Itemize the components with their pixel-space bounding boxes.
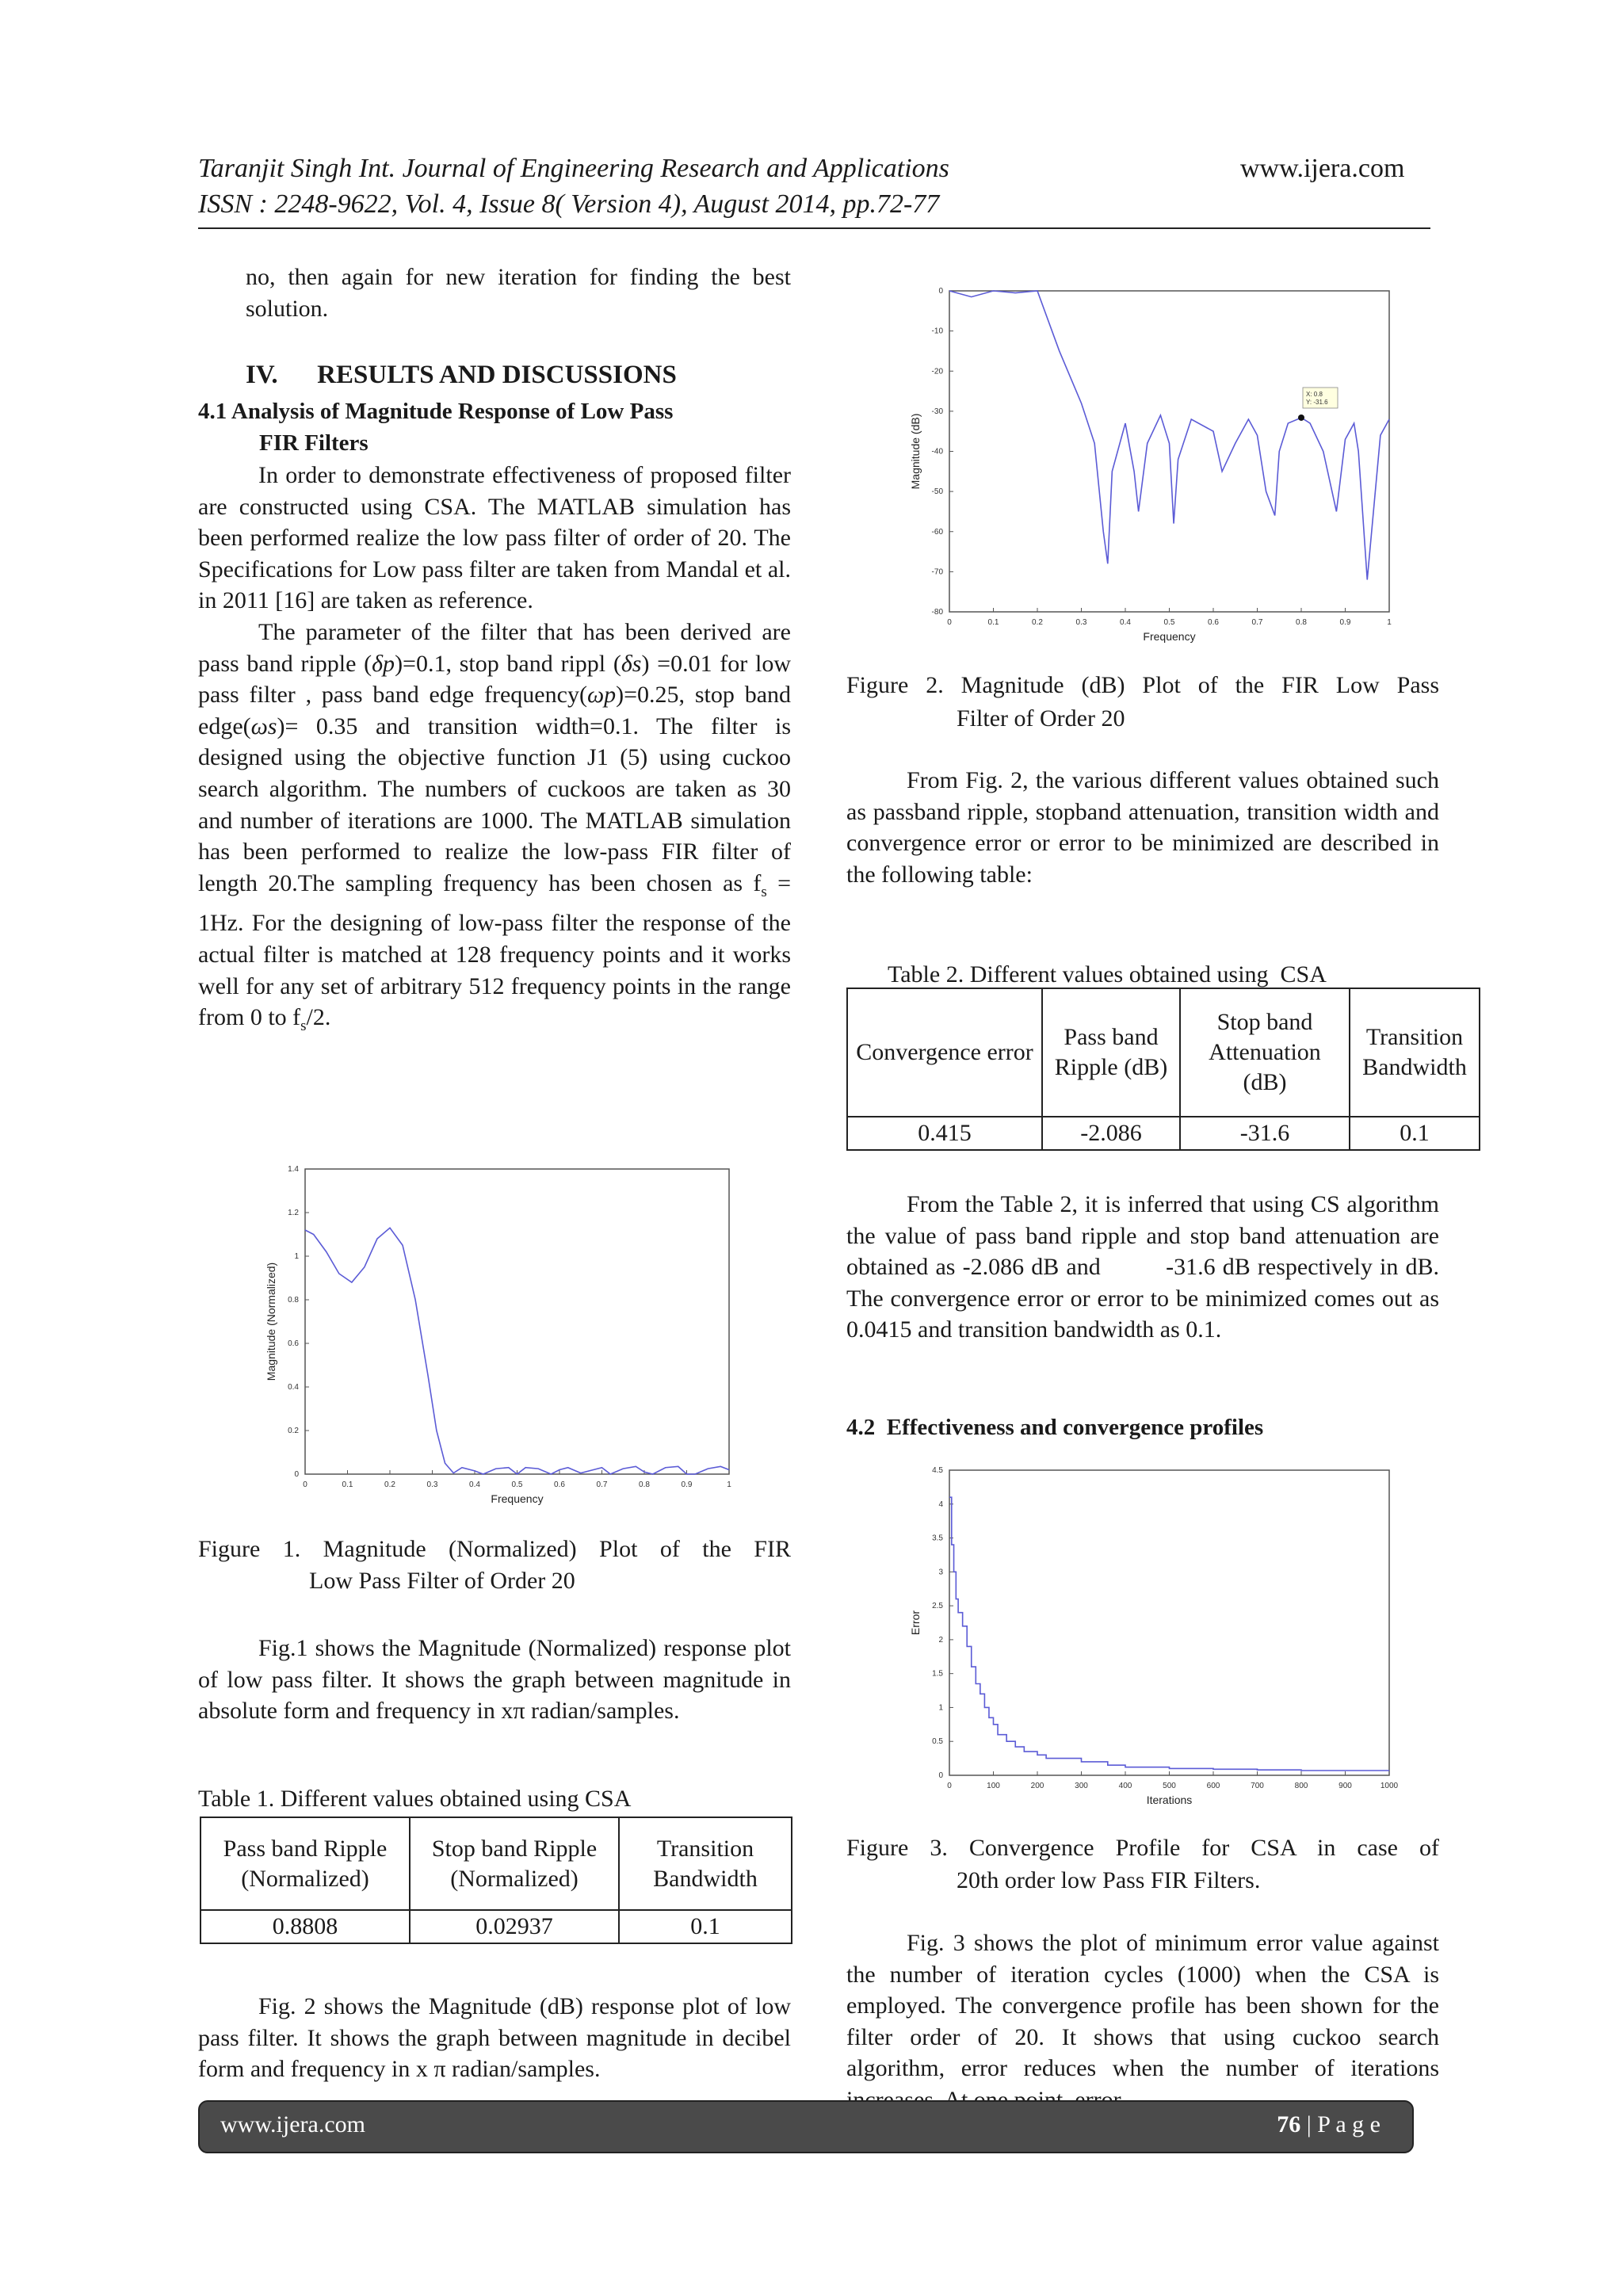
- x-tick-label: 500: [1163, 1782, 1176, 1790]
- x-tick-label: 1: [727, 1480, 731, 1489]
- y-tick-label: -70: [931, 567, 943, 577]
- table-2-value-cell: 0.415: [847, 1117, 1042, 1150]
- table-row: [847, 1117, 1480, 1150]
- para-filter-parameters: The parameter of the filter that has been derived are pass band ripple (δp)=0.1, stop band rippl (δs) =0.01 for low pass filter , pass band edge frequency(ωp)=0.25, stop band edge(ωs)= 0.35 and transition width=0.1. The filter is designed using the objective function J1 (5) using cuckoo search algorithm. The numbers of cuckoos are taken as 30 and number of iterations are 1000. The MATLAB simulation has been performed to realize the low-pass FIR filter of length 20.The sampling frequency has been chosen as $f_s = 1Hz$. For the designing of low-pass filter the response of the actual filter is matched at 128 frequency points and it works well for any set of arbitrary 512 frequency points in the range from 0 to $f_s/2$.: [198, 618, 792, 1035]
- subsection-4-1-cont: FIR Filters: [259, 430, 369, 456]
- plot-area: [949, 1470, 1389, 1775]
- x-tick-label: 0: [947, 618, 952, 627]
- table-1-caption: Table 1. Different values obtained using CSA: [198, 1786, 632, 1812]
- y-tick-label: 0: [294, 1470, 299, 1479]
- table-row: [200, 1910, 792, 1943]
- y-axis-label: Magnitude (dB): [909, 413, 922, 490]
- y-tick-label: 1: [938, 1703, 943, 1713]
- table-2-header-cell: Pass band Ripple (dB): [1042, 988, 1180, 1117]
- para-fig2-description: Fig. 2 shows the Magnitude (dB) response plot of low pass filter. It shows the graph between magnitude in decibel form and frequency in x π radian/samples.: [198, 1993, 791, 2083]
- x-tick-label: 0.6: [554, 1480, 565, 1489]
- x-tick-label: 700: [1251, 1782, 1264, 1790]
- y-tick-label: 0: [938, 287, 943, 296]
- y-tick-label: 2.5: [932, 1602, 943, 1611]
- x-tick-label: 100: [987, 1782, 1000, 1790]
- y-tick-label: 2: [938, 1635, 943, 1645]
- x-tick-label: 0.6: [1208, 618, 1219, 627]
- x-tick-label: 0.1: [342, 1480, 353, 1489]
- y-tick-label: 4: [938, 1499, 943, 1509]
- y-tick-label: -10: [931, 327, 943, 336]
- data-cursor-y: Y: -31.6: [1306, 398, 1328, 406]
- table-1-value-cell: 0.02937: [410, 1910, 619, 1943]
- y-tick-label: 0.4: [288, 1383, 299, 1392]
- figure-2-magnitude-db-chart: [894, 279, 1401, 659]
- figure-3-convergence-chart: [894, 1458, 1401, 1823]
- figure-1-caption: Figure 1. Magnitude (Normalized) Plot of the FIR: [198, 1536, 791, 1562]
- section-title: IV. RESULTS AND DISCUSSIONS: [246, 361, 677, 389]
- header-site-link[interactable]: www.ijera.com: [1240, 154, 1405, 183]
- data-cursor-x: X: 0.8: [1306, 390, 1323, 398]
- table-2-header-cell: Transition Bandwidth: [1350, 988, 1480, 1117]
- subsection-4-2: 4.2 Effectiveness and convergence profiles: [846, 1415, 1264, 1440]
- x-tick-label: 0.4: [469, 1480, 480, 1489]
- y-tick-label: 0.8: [288, 1296, 299, 1305]
- table-2-caption: Table 2. Different values obtained using CSA: [888, 961, 1327, 988]
- y-tick-label: -40: [931, 447, 943, 457]
- intro-text: no, then again for new iteration for finding the best solution.: [246, 264, 791, 322]
- x-tick-label: 600: [1206, 1782, 1220, 1790]
- y-tick-label: -60: [931, 527, 943, 537]
- y-tick-label: -20: [931, 367, 943, 376]
- table-1-header-cell: Pass band Ripple (Normalized): [200, 1817, 410, 1910]
- x-tick-label: 400: [1118, 1782, 1132, 1790]
- x-tick-label: 0.8: [639, 1480, 650, 1489]
- y-tick-label: -50: [931, 487, 943, 497]
- y-tick-label: 1: [294, 1252, 299, 1261]
- para-fig1-description: Fig.1 shows the Magnitude (Normalized) response plot of low pass filter. It shows the graph between magnitude in absolute form and frequency in xπ radian/samples.: [198, 1635, 791, 1725]
- table-1-value-cell: 0.1: [619, 1910, 792, 1943]
- y-tick-label: -80: [931, 608, 943, 617]
- x-tick-label: 0.1: [987, 618, 999, 627]
- table-1-header-cell: Stop band Ripple (Normalized): [410, 1817, 619, 1910]
- x-tick-label: 0.8: [1296, 618, 1307, 627]
- x-tick-label: 1000: [1380, 1782, 1399, 1790]
- table-1-value-cell: 0.8808: [200, 1910, 410, 1943]
- x-tick-label: 0.2: [384, 1480, 395, 1489]
- x-axis-label: Frequency: [1143, 630, 1196, 643]
- x-tick-label: 0.9: [1339, 618, 1351, 627]
- para-fig2-values: From Fig. 2, the various different values obtained such as passband ripple, stopband attenuation, transition width and convergence error or error to be minimized are described in the following table:: [846, 767, 1439, 888]
- table-2-header-cell: Stop band Attenuation (dB): [1180, 988, 1350, 1117]
- para-fig3-description: Fig. 3 shows the plot of minimum error value against the number of iteration cycles (1000) when the CSA is employed. The convergence profile has been shown for the filter order of 20. It shows that using cuckoo search algorithm, error reduces when the number of iterations: [846, 1930, 1439, 2082]
- table-1-header-cell: Transition Bandwidth: [619, 1817, 792, 1910]
- x-axis-label: Frequency: [491, 1492, 544, 1505]
- x-tick-label: 900: [1338, 1782, 1352, 1790]
- table-row: [200, 1817, 792, 1910]
- y-tick-label: 4.5: [932, 1466, 943, 1475]
- figure-2-caption: Figure 2. Magnitude (dB) Plot of the FIR Low Pass: [846, 672, 1439, 698]
- x-tick-label: 0.4: [1120, 618, 1131, 627]
- issn-line: ISSN : 2248-9622, Vol. 4, Issue 8( Version 4), August 2014, pp.72-77: [198, 189, 940, 219]
- x-tick-label: 1: [1387, 618, 1392, 627]
- x-tick-label: 0: [303, 1480, 307, 1489]
- table-2-value-cell: -31.6: [1180, 1117, 1350, 1150]
- table-row: [847, 988, 1480, 1117]
- x-tick-label: 300: [1075, 1782, 1088, 1790]
- data-cursor-point: [1298, 415, 1304, 421]
- x-axis-label: Iterations: [1146, 1794, 1193, 1806]
- y-tick-label: 3.5: [932, 1534, 943, 1543]
- table-2-header-cell: Convergence error: [847, 988, 1042, 1117]
- figure-3-caption-cont: 20th order low Pass FIR Filters.: [957, 1867, 1261, 1893]
- figure-3-caption: Figure 3. Convergence Profile for CSA in case of: [846, 1835, 1439, 1861]
- y-tick-label: 1.2: [288, 1209, 299, 1217]
- para-intro-results: In order to demonstrate effectiveness of proposed filter are constructed using CSA. The MATLAB simulation has been performed realize the low pass filter of order of 20. The Specifications for Low pass filter are taken from Mandal et al. in 2011 [16] are taken as reference.: [198, 462, 791, 614]
- x-tick-label: 0.5: [511, 1480, 523, 1489]
- page-number: 76 | P a g e: [1277, 2111, 1381, 2137]
- y-tick-label: -30: [931, 407, 943, 416]
- y-tick-label: 1.4: [288, 1165, 299, 1174]
- y-axis-label: Error: [909, 1610, 922, 1636]
- x-tick-label: 0.3: [1075, 618, 1087, 627]
- journal-title: Taranjit Singh Int. Journal of Engineering Research and Applications: [198, 154, 949, 183]
- y-axis-label: Magnitude (Normalized): [265, 1262, 277, 1381]
- figure-1-caption-cont: Low Pass Filter of Order 20: [309, 1568, 575, 1594]
- x-tick-label: 0: [947, 1782, 952, 1790]
- y-tick-label: 0.2: [288, 1427, 299, 1435]
- x-tick-label: 800: [1294, 1782, 1308, 1790]
- x-tick-label: 200: [1030, 1782, 1044, 1790]
- figure-2-caption-cont: Filter of Order 20: [957, 705, 1125, 732]
- y-tick-label: 1.5: [932, 1669, 943, 1679]
- footer-site-link[interactable]: www.ijera.com: [220, 2111, 365, 2137]
- table-2-value-cell: -2.086: [1042, 1117, 1180, 1150]
- table-2: [846, 988, 1480, 1151]
- y-tick-label: 0.6: [288, 1339, 299, 1348]
- page-footer: [198, 2100, 1414, 2153]
- x-tick-label: 0.5: [1163, 618, 1175, 627]
- x-tick-label: 0.9: [681, 1480, 693, 1489]
- para-table2-inference: From the Table 2, it is inferred that using CS algorithm the value of pass band ripple and stop band attenuation are obtained as -2.086 dB and -31.6 dB respectively in dB. The convergence error or error to be minimized comes out as 0.0415 and transition bandwidth as 0.1.: [846, 1191, 1439, 1343]
- x-tick-label: 0.2: [1032, 618, 1043, 627]
- header-rule: [198, 227, 1430, 229]
- x-tick-label: 0.7: [596, 1480, 608, 1489]
- table-1: [200, 1817, 792, 1944]
- y-tick-label: 0.5: [932, 1737, 943, 1747]
- plot-area: [305, 1169, 729, 1474]
- figure-1-magnitude-normalized-chart: [250, 1153, 741, 1526]
- subsection-4-1: 4.1 Analysis of Magnitude Response of Low Pass: [198, 399, 674, 424]
- table-2-value-cell: 0.1: [1350, 1117, 1480, 1150]
- y-tick-label: 0: [938, 1771, 943, 1780]
- x-tick-label: 0.7: [1251, 618, 1263, 627]
- x-tick-label: 0.3: [426, 1480, 438, 1489]
- y-tick-label: 3: [938, 1568, 943, 1577]
